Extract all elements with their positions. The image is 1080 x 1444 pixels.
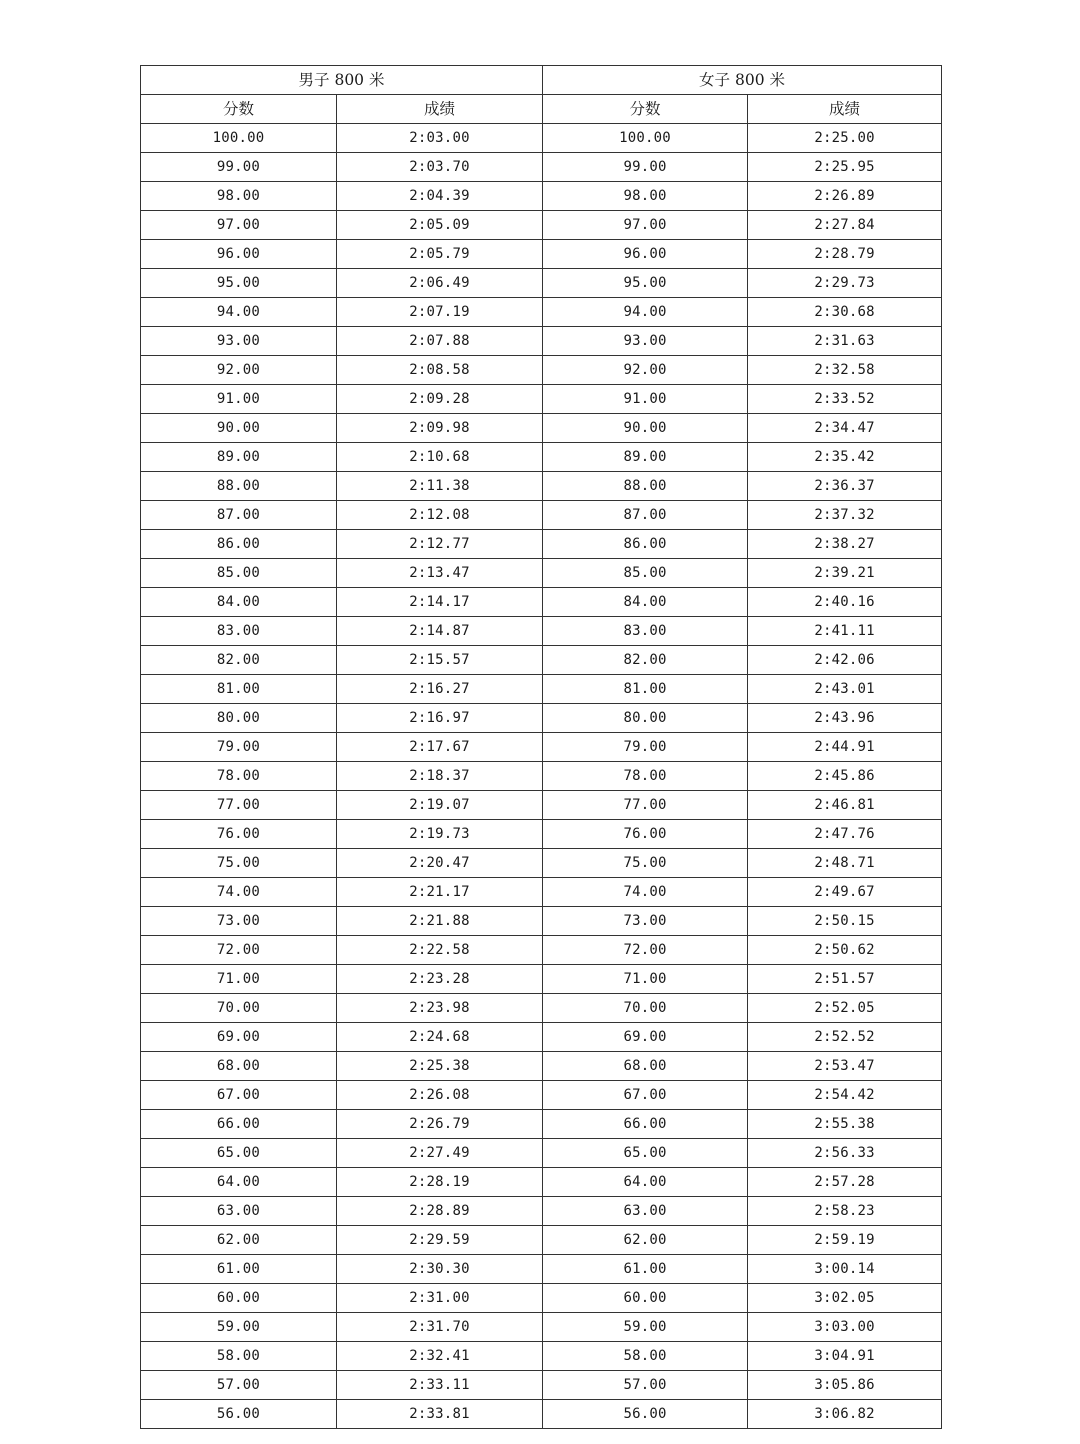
table-row: [141, 617, 942, 646]
table-row: [141, 588, 942, 617]
table-row: [141, 1313, 942, 1342]
women-score-cell: 75.00: [543, 849, 748, 878]
table-row: [141, 965, 942, 994]
men-time-cell: 2:23.28: [337, 965, 543, 994]
score-table: [140, 65, 942, 1429]
table-row: [141, 1168, 942, 1197]
men-time-cell: 2:08.58: [337, 356, 543, 385]
table-row: [141, 1081, 942, 1110]
women-time-cell: 2:25.95: [748, 153, 942, 182]
men-score-cell: 80.00: [141, 704, 337, 733]
men-time-cell: 2:31.00: [337, 1284, 543, 1313]
women-score-cell: 93.00: [543, 327, 748, 356]
table-row: [141, 327, 942, 356]
men-score-cell: 98.00: [141, 182, 337, 211]
women-score-cell: 67.00: [543, 1081, 748, 1110]
men-score-cell: 65.00: [141, 1139, 337, 1168]
men-score-cell: 84.00: [141, 588, 337, 617]
table-row: [141, 414, 942, 443]
women-score-header: 分数: [543, 95, 748, 124]
table-row: [141, 791, 942, 820]
table-row: [141, 1371, 942, 1400]
women-score-cell: 95.00: [543, 269, 748, 298]
men-time-cell: 2:03.70: [337, 153, 543, 182]
men-score-cell: 73.00: [141, 907, 337, 936]
women-score-cell: 64.00: [543, 1168, 748, 1197]
men-time-cell: 2:22.58: [337, 936, 543, 965]
women-score-cell: 89.00: [543, 443, 748, 472]
women-time-cell: 2:44.91: [748, 733, 942, 762]
women-800m-title: 女子 800 米: [543, 66, 942, 95]
women-time-cell: 2:37.32: [748, 501, 942, 530]
table-row: [141, 559, 942, 588]
women-score-cell: 69.00: [543, 1023, 748, 1052]
women-score-cell: 82.00: [543, 646, 748, 675]
table-header: [141, 66, 942, 124]
men-time-cell: 2:26.79: [337, 1110, 543, 1139]
men-score-cell: 89.00: [141, 443, 337, 472]
women-time-cell: 2:36.37: [748, 472, 942, 501]
men-score-cell: 60.00: [141, 1284, 337, 1313]
women-score-cell: 59.00: [543, 1313, 748, 1342]
women-score-cell: 97.00: [543, 211, 748, 240]
women-time-cell: 2:39.21: [748, 559, 942, 588]
women-time-cell: 2:40.16: [748, 588, 942, 617]
men-result-header: 成绩: [337, 95, 543, 124]
men-time-cell: 2:04.39: [337, 182, 543, 211]
table-row: [141, 646, 942, 675]
women-time-cell: 2:55.38: [748, 1110, 942, 1139]
men-score-cell: 68.00: [141, 1052, 337, 1081]
table-row: [141, 1023, 942, 1052]
men-score-cell: 66.00: [141, 1110, 337, 1139]
men-score-cell: 93.00: [141, 327, 337, 356]
women-time-cell: 2:48.71: [748, 849, 942, 878]
table-row: [141, 530, 942, 559]
women-time-cell: 2:28.79: [748, 240, 942, 269]
table-row: [141, 733, 942, 762]
table-row: [141, 820, 942, 849]
women-time-cell: 2:56.33: [748, 1139, 942, 1168]
men-time-cell: 2:17.67: [337, 733, 543, 762]
table-row: [141, 936, 942, 965]
table-row: [141, 1197, 942, 1226]
women-time-cell: 2:49.67: [748, 878, 942, 907]
men-score-cell: 82.00: [141, 646, 337, 675]
women-score-cell: 60.00: [543, 1284, 748, 1313]
men-time-cell: 2:14.87: [337, 617, 543, 646]
men-time-cell: 2:06.49: [337, 269, 543, 298]
women-time-cell: 3:03.00: [748, 1313, 942, 1342]
women-score-cell: 96.00: [543, 240, 748, 269]
men-time-cell: 2:27.49: [337, 1139, 543, 1168]
men-score-cell: 59.00: [141, 1313, 337, 1342]
table-row: [141, 849, 942, 878]
men-score-cell: 100.00: [141, 124, 337, 153]
table-row: [141, 675, 942, 704]
women-score-cell: 71.00: [543, 965, 748, 994]
men-time-cell: 2:15.57: [337, 646, 543, 675]
men-score-cell: 83.00: [141, 617, 337, 646]
men-score-cell: 78.00: [141, 762, 337, 791]
men-score-cell: 81.00: [141, 675, 337, 704]
women-time-cell: 2:35.42: [748, 443, 942, 472]
table-row: [141, 472, 942, 501]
women-time-cell: 2:25.00: [748, 124, 942, 153]
men-score-cell: 56.00: [141, 1400, 337, 1429]
men-score-cell: 76.00: [141, 820, 337, 849]
men-score-cell: 58.00: [141, 1342, 337, 1371]
women-score-cell: 100.00: [543, 124, 748, 153]
men-time-cell: 2:12.77: [337, 530, 543, 559]
women-score-cell: 77.00: [543, 791, 748, 820]
women-time-cell: 3:04.91: [748, 1342, 942, 1371]
women-score-cell: 63.00: [543, 1197, 748, 1226]
men-score-header: 分数: [141, 95, 337, 124]
men-time-cell: 2:28.89: [337, 1197, 543, 1226]
women-time-cell: 3:00.14: [748, 1255, 942, 1284]
table-row: [141, 1342, 942, 1371]
women-time-cell: 2:38.27: [748, 530, 942, 559]
men-score-cell: 79.00: [141, 733, 337, 762]
men-time-cell: 2:16.97: [337, 704, 543, 733]
women-score-cell: 68.00: [543, 1052, 748, 1081]
women-time-cell: 2:26.89: [748, 182, 942, 211]
men-score-cell: 64.00: [141, 1168, 337, 1197]
men-score-cell: 87.00: [141, 501, 337, 530]
women-score-cell: 80.00: [543, 704, 748, 733]
women-time-cell: 2:52.52: [748, 1023, 942, 1052]
table-row: [141, 994, 942, 1023]
women-score-cell: 73.00: [543, 907, 748, 936]
men-time-cell: 2:13.47: [337, 559, 543, 588]
men-time-cell: 2:07.19: [337, 298, 543, 327]
men-time-cell: 2:25.38: [337, 1052, 543, 1081]
men-time-cell: 2:19.07: [337, 791, 543, 820]
women-time-cell: 2:53.47: [748, 1052, 942, 1081]
men-score-cell: 95.00: [141, 269, 337, 298]
men-time-cell: 2:24.68: [337, 1023, 543, 1052]
men-time-cell: 2:29.59: [337, 1226, 543, 1255]
women-time-cell: 2:54.42: [748, 1081, 942, 1110]
women-time-cell: 2:57.28: [748, 1168, 942, 1197]
table-row: [141, 240, 942, 269]
women-time-cell: 2:50.62: [748, 936, 942, 965]
men-score-cell: 97.00: [141, 211, 337, 240]
men-time-cell: 2:05.79: [337, 240, 543, 269]
women-score-cell: 98.00: [543, 182, 748, 211]
women-score-cell: 72.00: [543, 936, 748, 965]
women-score-cell: 79.00: [543, 733, 748, 762]
men-time-cell: 2:11.38: [337, 472, 543, 501]
table-row: [141, 182, 942, 211]
women-time-cell: 2:58.23: [748, 1197, 942, 1226]
men-time-cell: 2:10.68: [337, 443, 543, 472]
women-time-cell: 2:29.73: [748, 269, 942, 298]
men-score-cell: 62.00: [141, 1226, 337, 1255]
men-score-cell: 75.00: [141, 849, 337, 878]
women-score-cell: 87.00: [543, 501, 748, 530]
women-time-cell: 2:50.15: [748, 907, 942, 936]
women-time-cell: 2:43.96: [748, 704, 942, 733]
women-score-cell: 76.00: [543, 820, 748, 849]
men-score-cell: 96.00: [141, 240, 337, 269]
table-row: [141, 1284, 942, 1313]
women-time-cell: 2:33.52: [748, 385, 942, 414]
men-score-cell: 61.00: [141, 1255, 337, 1284]
women-score-cell: 62.00: [543, 1226, 748, 1255]
men-time-cell: 2:12.08: [337, 501, 543, 530]
table-row: [141, 1400, 942, 1429]
table-row: [141, 878, 942, 907]
table-row: [141, 1110, 942, 1139]
group-header-row: [141, 66, 942, 95]
women-time-cell: 2:32.58: [748, 356, 942, 385]
men-score-cell: 69.00: [141, 1023, 337, 1052]
women-time-cell: 3:05.86: [748, 1371, 942, 1400]
men-time-cell: 2:33.11: [337, 1371, 543, 1400]
women-score-cell: 91.00: [543, 385, 748, 414]
column-header-row: [141, 95, 942, 124]
women-score-cell: 61.00: [543, 1255, 748, 1284]
men-score-cell: 70.00: [141, 994, 337, 1023]
women-score-cell: 66.00: [543, 1110, 748, 1139]
women-score-cell: 86.00: [543, 530, 748, 559]
women-score-cell: 85.00: [543, 559, 748, 588]
women-time-cell: 2:41.11: [748, 617, 942, 646]
women-score-cell: 70.00: [543, 994, 748, 1023]
men-score-cell: 72.00: [141, 936, 337, 965]
women-time-cell: 2:47.76: [748, 820, 942, 849]
women-score-cell: 94.00: [543, 298, 748, 327]
table-row: [141, 762, 942, 791]
women-score-cell: 57.00: [543, 1371, 748, 1400]
table-row: [141, 1052, 942, 1081]
men-time-cell: 2:32.41: [337, 1342, 543, 1371]
men-score-cell: 88.00: [141, 472, 337, 501]
table-row: [141, 443, 942, 472]
men-time-cell: 2:07.88: [337, 327, 543, 356]
men-time-cell: 2:16.27: [337, 675, 543, 704]
table-row: [141, 124, 942, 153]
men-time-cell: 2:21.88: [337, 907, 543, 936]
women-time-cell: 2:31.63: [748, 327, 942, 356]
women-time-cell: 2:30.68: [748, 298, 942, 327]
men-score-cell: 94.00: [141, 298, 337, 327]
men-score-cell: 77.00: [141, 791, 337, 820]
table-row: [141, 1226, 942, 1255]
women-time-cell: 2:52.05: [748, 994, 942, 1023]
men-time-cell: 2:30.30: [337, 1255, 543, 1284]
table-row: [141, 385, 942, 414]
men-time-cell: 2:14.17: [337, 588, 543, 617]
women-result-header: 成绩: [748, 95, 942, 124]
men-score-cell: 57.00: [141, 1371, 337, 1400]
men-score-cell: 90.00: [141, 414, 337, 443]
women-score-cell: 81.00: [543, 675, 748, 704]
table-row: [141, 1255, 942, 1284]
men-time-cell: 2:23.98: [337, 994, 543, 1023]
women-score-cell: 92.00: [543, 356, 748, 385]
men-time-cell: 2:03.00: [337, 124, 543, 153]
women-score-cell: 90.00: [543, 414, 748, 443]
men-800m-title: 男子 800 米: [141, 66, 543, 95]
women-score-cell: 58.00: [543, 1342, 748, 1371]
table-row: [141, 356, 942, 385]
women-score-cell: 84.00: [543, 588, 748, 617]
men-time-cell: 2:20.47: [337, 849, 543, 878]
men-score-cell: 92.00: [141, 356, 337, 385]
table-row: [141, 704, 942, 733]
men-time-cell: 2:19.73: [337, 820, 543, 849]
men-score-cell: 71.00: [141, 965, 337, 994]
women-time-cell: 3:06.82: [748, 1400, 942, 1429]
women-time-cell: 3:02.05: [748, 1284, 942, 1313]
table-row: [141, 153, 942, 182]
table-row: [141, 269, 942, 298]
women-time-cell: 2:43.01: [748, 675, 942, 704]
women-time-cell: 2:46.81: [748, 791, 942, 820]
women-time-cell: 2:51.57: [748, 965, 942, 994]
men-time-cell: 2:18.37: [337, 762, 543, 791]
women-score-cell: 88.00: [543, 472, 748, 501]
women-score-cell: 99.00: [543, 153, 748, 182]
women-score-cell: 56.00: [543, 1400, 748, 1429]
men-score-cell: 99.00: [141, 153, 337, 182]
women-time-cell: 2:34.47: [748, 414, 942, 443]
men-time-cell: 2:21.17: [337, 878, 543, 907]
men-score-cell: 91.00: [141, 385, 337, 414]
men-score-cell: 74.00: [141, 878, 337, 907]
men-score-cell: 86.00: [141, 530, 337, 559]
women-score-cell: 65.00: [543, 1139, 748, 1168]
men-time-cell: 2:26.08: [337, 1081, 543, 1110]
men-time-cell: 2:05.09: [337, 211, 543, 240]
women-time-cell: 2:27.84: [748, 211, 942, 240]
table-row: [141, 907, 942, 936]
women-score-cell: 83.00: [543, 617, 748, 646]
table-row: [141, 298, 942, 327]
men-score-cell: 63.00: [141, 1197, 337, 1226]
men-score-cell: 67.00: [141, 1081, 337, 1110]
men-time-cell: 2:09.98: [337, 414, 543, 443]
women-time-cell: 2:45.86: [748, 762, 942, 791]
table-row: [141, 211, 942, 240]
men-time-cell: 2:31.70: [337, 1313, 543, 1342]
men-time-cell: 2:09.28: [337, 385, 543, 414]
women-score-cell: 74.00: [543, 878, 748, 907]
women-score-cell: 78.00: [543, 762, 748, 791]
table-row: [141, 501, 942, 530]
men-score-cell: 85.00: [141, 559, 337, 588]
men-time-cell: 2:33.81: [337, 1400, 543, 1429]
men-time-cell: 2:28.19: [337, 1168, 543, 1197]
table-row: [141, 1139, 942, 1168]
table-body: [141, 124, 942, 1429]
women-time-cell: 2:42.06: [748, 646, 942, 675]
women-time-cell: 2:59.19: [748, 1226, 942, 1255]
